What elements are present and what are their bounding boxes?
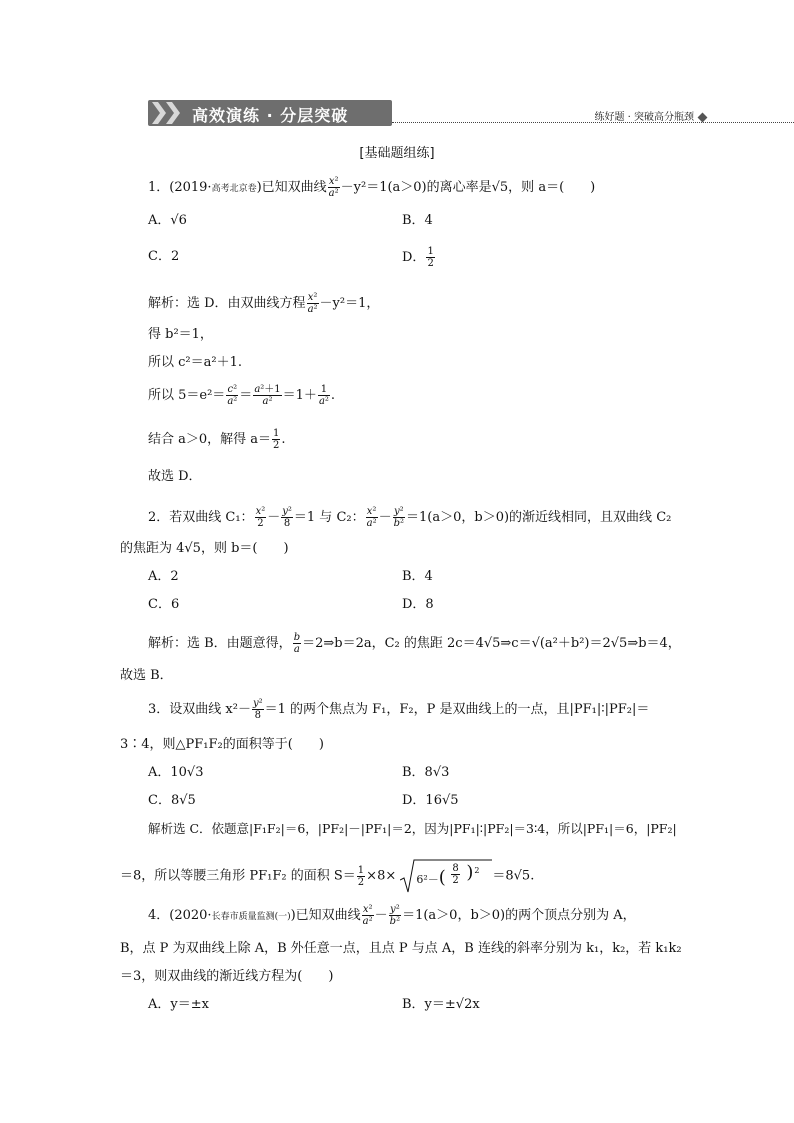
q3-option-a: A．10√3 (148, 765, 204, 780)
q4-source: 长春市质量监测(一) (211, 912, 291, 922)
q1-option-d-label: D． (402, 250, 426, 265)
q1-solution-line-1 (148, 292, 379, 315)
q3-sol-text-b: ＝8，所以等腰三角形 PF₁F₂ 的面积 S＝ (120, 868, 356, 884)
fraction-x2-a2: $\frac{\text{x²}}{\text{a²}}$ (366, 506, 377, 529)
fraction-a2plus1-a2: $\frac{\text{a²＋1}}{\text{a²}}$ (254, 384, 281, 407)
q2-stem-c: ＝1(a＞0，b＞0)的渐近线相同，且双曲线 C₂ (406, 510, 672, 525)
q3-stem-a: 3．设双曲线 x²－ (148, 702, 251, 717)
q3-sol-text-d: ＝8√5. (492, 868, 535, 884)
sqrt-inner: 6²－( (416, 867, 446, 888)
sqrt-close-paren: ) (466, 862, 474, 883)
q1-source: 高考北京卷 (211, 184, 257, 194)
q3-sol-text-c: ×8× (366, 868, 397, 884)
q2-sol-text-a: 解析：选 B．由题意得， (148, 636, 292, 651)
q2-solution-line-1 (148, 632, 681, 655)
banner-box (148, 100, 392, 126)
fraction-1-2: $\frac{1}{2}$ (427, 246, 434, 269)
q2-sol-text-b: ＝2⇒b＝2a，C₂ 的焦距 2c＝4√5⇒c＝√(a²＋b²)＝2√5⇒b＝4， (302, 636, 681, 651)
chevron-right-icon (166, 102, 180, 124)
sqrt-expression (400, 858, 492, 894)
q3-solution-line-1: 解析选 C．依题意|F₁F₂|＝6，|PF₂|－|PF₁|＝2，因为|PF₁|∶|PF₂|＝3∶4，所以|PF₁|＝6，|PF₂| (148, 821, 677, 836)
q1-sol-text-1: 解析：选 D．由双曲线方程 (148, 296, 306, 311)
chevron-right-icon (152, 102, 166, 124)
q1-solution-line-4: 所以 5＝e²＝ $\frac{\text{c²}}{\text{a²}}$ ＝ $\frac{\text{a²＋1}}{\text{a²}}$ ＝1＋ $\frac{1}{\text{a²}}$ . (148, 384, 336, 407)
q1-sol-text-2: －y²＝1， (319, 296, 380, 311)
q4-stem-b: ＝1(a＞0，b＞0)的两个顶点分别为 A， (402, 908, 636, 923)
fraction-y2-8: $\frac{\text{y²}}{8}$ (282, 506, 292, 529)
q4-option-b: B．y＝±√2x (402, 997, 480, 1012)
q3-solution-line-2 (120, 858, 534, 894)
question-2-stem: 2．若双曲线 C₁： $\frac{\text{x²}}{2}$ － $\frac{\text{y²}}{8}$ ＝1 与 C₂： $\frac{\text{x²}}{\text{a²}}$ － $\frac{\text{y²}}{\text{b²}}$ ＝1(a＞0，b＞0)的渐近线相同，且双曲线 C₂ (148, 506, 672, 529)
q1-prefix: 1．(2019· (148, 180, 212, 195)
fraction-c2-a2: $\frac{\text{c²}}{\text{a²}}$ (227, 384, 238, 407)
q1-option-b: B．4 (402, 213, 433, 228)
banner-slogan: 练好题 · 突破高分瓶颈 (594, 112, 694, 123)
q1-solution-line-2: 得 b²＝1， (148, 327, 213, 342)
q2-option-a: A．2 (148, 569, 179, 584)
section-title: [基础题组练] (359, 146, 435, 161)
fraction-x2-a2: $\frac{\text{x²}}{\text{a²}}$ (362, 904, 373, 927)
q1-stem-a: )已知双曲线 (256, 180, 327, 195)
fraction-1-2: $\frac{1}{2}$ (357, 864, 365, 888)
q1-option-c: C．2 (148, 249, 180, 264)
fraction-b-a: $\frac{b}{a}$ (293, 632, 301, 655)
q4-option-a: A．y＝±x (148, 997, 209, 1012)
diamond-icon (698, 113, 708, 123)
question-4-stem-3: ＝3，则双曲线的渐近线方程为( ) (120, 969, 334, 984)
fraction-1-a2: $\frac{1}{\text{a²}}$ (318, 384, 329, 407)
q2-solution-line-2: 故选 B． (120, 668, 173, 683)
fraction-y2-b2: $\frac{\text{y²}}{\text{b²}}$ (389, 904, 401, 927)
fraction-x2-a2: $\frac{\text{x²}}{\text{a²}}$ (328, 176, 339, 199)
question-4-stem: 4．(2020·长春市质量监测(一))已知双曲线 $\frac{\text{x²}}{\text{a²}}$ － $\frac{\text{y²}}{\text{b²}}$ ＝1(a＞0，b＞0)的两个顶点分别为 A， (148, 904, 636, 927)
question-3-stem-2: 3∶4，则△PF₁F₂的面积等于( ) (120, 737, 324, 752)
banner-dotted-line (392, 122, 794, 123)
q3-option-c: C．8√5 (148, 793, 196, 808)
q1-solution-line-5: 结合 a＞0，解得 a＝ $\frac{1}{2}$ . (148, 428, 286, 451)
sqrt-square: 2 (474, 866, 480, 875)
q2-option-d: D．8 (402, 597, 434, 612)
fraction-1-2: $\frac{1}{2}$ (273, 428, 280, 451)
banner-title: 高效演练 · 分层突破 (192, 106, 349, 125)
fraction-x2-2: $\frac{\text{x²}}{2}$ (255, 506, 266, 529)
q2-option-b: B．4 (402, 569, 433, 584)
q4-prefix: 4．(2020· (148, 908, 212, 923)
q2-stem-b: ＝1 与 C₂： (293, 510, 365, 525)
q1-stem-b: －y²＝1(a＞0)的离心率是√5，则 a＝( ) (340, 180, 596, 195)
q1-option-a: A．√6 (148, 213, 187, 228)
q1-sol-text-6: 结合 a＞0，解得 a＝ (148, 432, 272, 447)
q1-sol-text-4: 所以 5＝e²＝ (148, 388, 226, 403)
q2-option-c: C．6 (148, 597, 180, 612)
fraction-x2-a2: $\frac{\text{x²}}{\text{a²}}$ (307, 292, 318, 315)
fraction-8-2: $\frac{8}{2}$ (452, 863, 459, 886)
question-1-stem (148, 176, 595, 199)
question-4-stem-2: B，点 P 为双曲线上除 A，B 外任意一点，且点 P 与点 A，B 连线的斜率分别为 k₁，k₂，若 k₁k₂ (120, 941, 682, 956)
q1-solution-line-3: 所以 c²＝a²＋1. (148, 355, 242, 370)
q3-stem-b: ＝1 的两个焦点为 F₁，F₂，P 是双曲线上的一点，且|PF₁|∶|PF₂|＝ (264, 702, 650, 717)
q4-stem-a: )已知双曲线 (290, 908, 361, 923)
q2-stem-a: 2．若双曲线 C₁： (148, 510, 254, 525)
question-3-stem (148, 698, 649, 721)
q1-sol-text-5: ＝1＋ (282, 388, 317, 403)
question-2-stem-2: 的焦距为 4√5，则 b＝( ) (120, 541, 289, 556)
q3-option-b: B．8√3 (402, 765, 450, 780)
fraction-y2-b2: $\frac{\text{y²}}{\text{b²}}$ (393, 506, 405, 529)
q1-option-d (402, 246, 436, 269)
q1-solution-line-6: 故选 D． (148, 469, 202, 484)
fraction-y2-8: $\frac{\text{y²}}{8}$ (252, 698, 263, 721)
header-banner (148, 100, 708, 128)
q3-option-d: D．16√5 (402, 793, 459, 808)
